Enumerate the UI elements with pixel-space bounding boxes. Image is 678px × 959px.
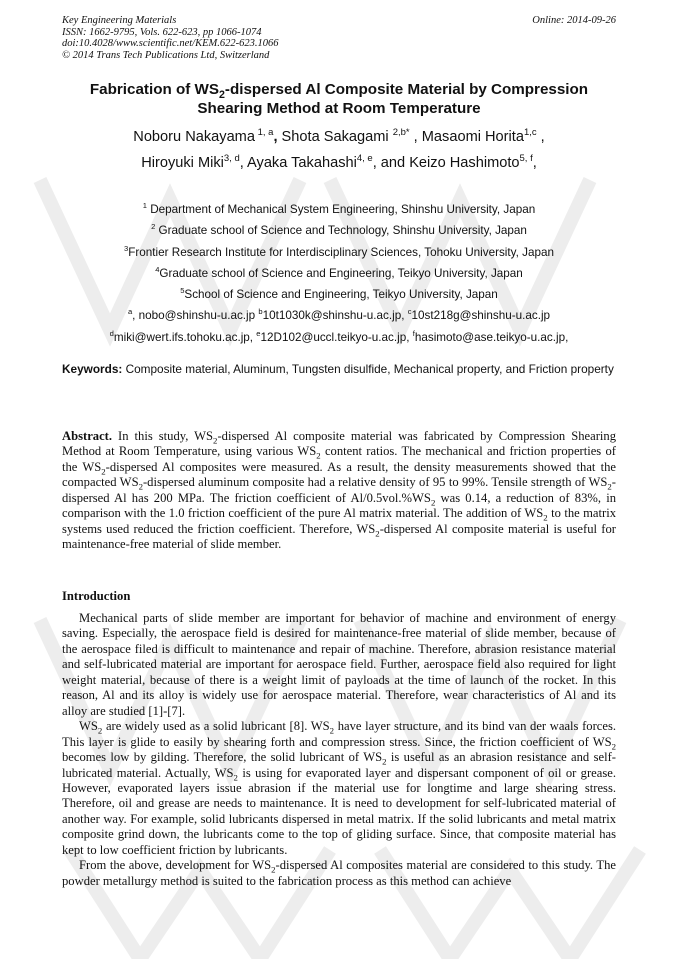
email-address: miki@wert.ifs.tohoku.ac.jp,: [113, 330, 257, 344]
author-name: Noboru Nakayama: [133, 129, 255, 145]
abstract-text: -dispersed Al composite material is useful for maintenance-free material of slide member.: [62, 521, 616, 552]
email-line: [62, 327, 616, 348]
author-affil-mark: 5, f: [519, 153, 533, 165]
body-text: WS: [79, 719, 98, 734]
abstract-text: -dispersed Al composites were measured. As a result, the density measurements showed that the compacted WS: [62, 459, 616, 490]
online-date: Online: 2014-09-26: [532, 15, 616, 26]
title-line-2: Shearing Method at Room Temperature: [197, 100, 481, 117]
abstract-text: -dispersed Al has 200 MPa. The friction coefficient of Al/0.5vol.%WS: [62, 475, 616, 505]
author-name: Hiroyuki Miki: [141, 155, 224, 171]
subscript: 2: [375, 528, 380, 539]
author-name: Masaomi Horita: [421, 129, 524, 145]
affiliation-list: [62, 199, 616, 348]
email-address: 10st218g@shinshu-u.ac.jp: [411, 309, 551, 323]
introduction-body: [62, 611, 616, 889]
subscript: 2: [430, 497, 436, 508]
affiliation-mark: 2: [151, 222, 156, 232]
keywords-text: Composite material, Aluminum, Tungsten disulfide, Mechanical property, and Friction property: [122, 362, 614, 376]
abstract-block: [62, 429, 616, 553]
affiliation-mark: 1: [142, 201, 147, 211]
affiliation-text: Graduate school of Science and Technology, Shinshu University, Japan: [155, 224, 527, 238]
email-line: [62, 305, 616, 326]
email-mark: b: [258, 307, 263, 317]
author-name: Shota Sakagami: [281, 129, 389, 145]
affiliation-item: [62, 199, 616, 220]
body-paragraph: [62, 858, 616, 889]
email-address: hasimoto@ase.teikyo-u.ac.jp,: [414, 330, 569, 344]
author-affil-mark: 3, d: [223, 153, 240, 165]
email-address: , nobo@shinshu-u.ac.jp: [132, 309, 259, 323]
affiliation-text: Frontier Research Institute for Interdisciplinary Sciences, Tohoku University, Japan: [128, 245, 554, 259]
copyright-line: © 2014 Trans Tech Publications Ltd, Switzerland: [62, 49, 270, 61]
abstract-text: was 0.14, a reduction of 83%, in comparison with the 1.0 friction coefficient of the pure Al matrix material. The addition of WS: [62, 490, 617, 521]
body-text: is using for evaporated layer and dispersant component of oil or grease. However, evaporated layers issue abrasion if the material use for longtime and large shearing stress. Therefore, oil and grease are needs to maintenance. It is need to development for self-lubricated material of another way. For example, solid lubricants dispersed in metal matrix. If the solid lubricants and metal matrix composite grind down, the lubricants come to the top of gliding surface. Since, that composite material has kept to low coefficient friction by lubricants.: [62, 765, 616, 857]
subscript: 2: [607, 481, 612, 492]
email-mark: c: [407, 307, 412, 317]
subscript: 2: [271, 864, 276, 875]
body-text: From the above, development for WS: [79, 858, 272, 873]
subscript: 2: [97, 725, 103, 736]
email-address: 10t1030k@shinshu-u.ac.jp,: [262, 309, 408, 323]
author-name: Ayaka Takahashi: [247, 155, 357, 171]
affiliation-text: Graduate school of Science and Engineering, Teikyo University, Japan: [159, 266, 523, 280]
abstract-text: In this study, WS: [112, 429, 214, 443]
affiliation-mark: 3: [124, 243, 129, 253]
abstract-label: Abstract.: [62, 429, 113, 443]
email-mark: d: [109, 328, 114, 338]
title-text: Fabrication of WS: [89, 81, 219, 98]
section-heading-introduction: Introduction: [62, 589, 131, 603]
email-mark: a: [127, 307, 133, 317]
email-address: 12D102@uccl.teikyo-u.ac.jp,: [260, 330, 413, 344]
author-affil-mark: 4, e: [356, 153, 373, 165]
issn-line: ISSN: 1662-9795, Vols. 622-623, pp 1066-1074: [62, 26, 262, 38]
body-text: -dispersed Al composites material are considered to this study. The powder metallurgy method is suited to the fabrication process as this method can achieve: [62, 858, 616, 888]
author-affil-mark: 1,c: [523, 127, 537, 139]
author-affil-mark: 1, a: [254, 127, 274, 139]
subscript: 2: [543, 512, 548, 523]
affiliation-text: Department of Mechanical System Engineering, Shinshu University, Japan: [146, 203, 536, 216]
body-text: is useful as an abrasion resistance and self-lubricated material. Actually, WS: [62, 750, 616, 780]
body-text: are widely used as a solid lubricant [8]. WS: [102, 719, 330, 734]
abstract-text: content ratios. The mechanical and friction properties of the WS: [62, 444, 616, 474]
keywords-label: Keywords:: [62, 362, 123, 376]
subscript: 2: [233, 772, 238, 783]
subscript: 2: [213, 435, 218, 446]
abstract-text: to the matrix systems used reduced the friction coefficient. Therefore, WS: [62, 506, 616, 536]
title-subscript: 2: [218, 89, 225, 102]
affiliation-item: [62, 242, 616, 263]
subscript: 2: [329, 725, 335, 736]
body-text: becomes low by gilding. Therefore, the solid lubricant of WS: [62, 750, 383, 765]
affiliation-item: [62, 220, 616, 241]
keywords-block: [62, 362, 616, 377]
journal-name: Key Engineering Materials: [62, 15, 177, 26]
email-mark: e: [256, 328, 261, 338]
subscript: 2: [611, 741, 616, 752]
journal-header: [62, 15, 616, 61]
subscript: 2: [138, 481, 143, 492]
body-text: have layer structure, and its bind van der waals forces. This layer is glide to easily by shearing forth and compression stress. Since, the friction coefficient of WS: [62, 719, 616, 749]
doi-line: doi:10.4028/www.scientific.net/KEM.622-623.1066: [62, 38, 279, 50]
body-paragraph: [62, 719, 616, 858]
affiliation-item: [62, 263, 616, 284]
subscript: 2: [382, 756, 387, 767]
abstract-text: -dispersed Al composite material was fabricated by Compression Shearing Method at Room Temperature, using various WS: [62, 429, 616, 459]
email-mark: f: [412, 328, 415, 338]
author-name: Keizo Hashimoto: [409, 155, 520, 171]
paper-title: [62, 80, 616, 118]
abstract-text: -dispersed aluminum composite had a relative density of 95 to 99%. Tensile strength of WS: [142, 475, 608, 490]
affiliation-mark: 5: [180, 286, 185, 296]
affiliation-mark: 4: [155, 265, 160, 274]
author-list: Noboru Nakayama $^{1, a}$, Shota Sakagami $^{2,b*}$ , Masaomi Horita$^{1,c}$ , Hiroyuki Miki$^{3, d}$, Ayaka Takahashi$^{4, e}$, and Keizo Hashimoto$^{5, f}$,: [133, 127, 545, 171]
affiliation-text: School of Science and Engineering, Teikyo University, Japan: [184, 288, 498, 302]
title-text: -dispersed Al Composite Material by Compression: [224, 81, 589, 98]
author-affil-mark: 2,b*: [392, 127, 410, 139]
subscript: 2: [101, 466, 106, 477]
subscript: 2: [316, 450, 321, 461]
body-paragraph: Mechanical parts of slide member are important for behavior of machine and environment of energy saving. Especially, the aerospace field is desired for maintenance-free material of slide member, because of the aerospace filed is difficult to maintenance and repair of machine. Therefore, abrasion resistance material and self-lubricated material are important for aerospace field. Further, aerospace field also required for light weight material, because of there is a weight limit of payloads at the time of launch of the rocket. In this reason, Al and its alloy is widely use for aerospace material. Therefore, wear characteristics of Al and its alloy are studied [1]-[7].: [62, 611, 616, 718]
affiliation-item: [62, 284, 616, 305]
